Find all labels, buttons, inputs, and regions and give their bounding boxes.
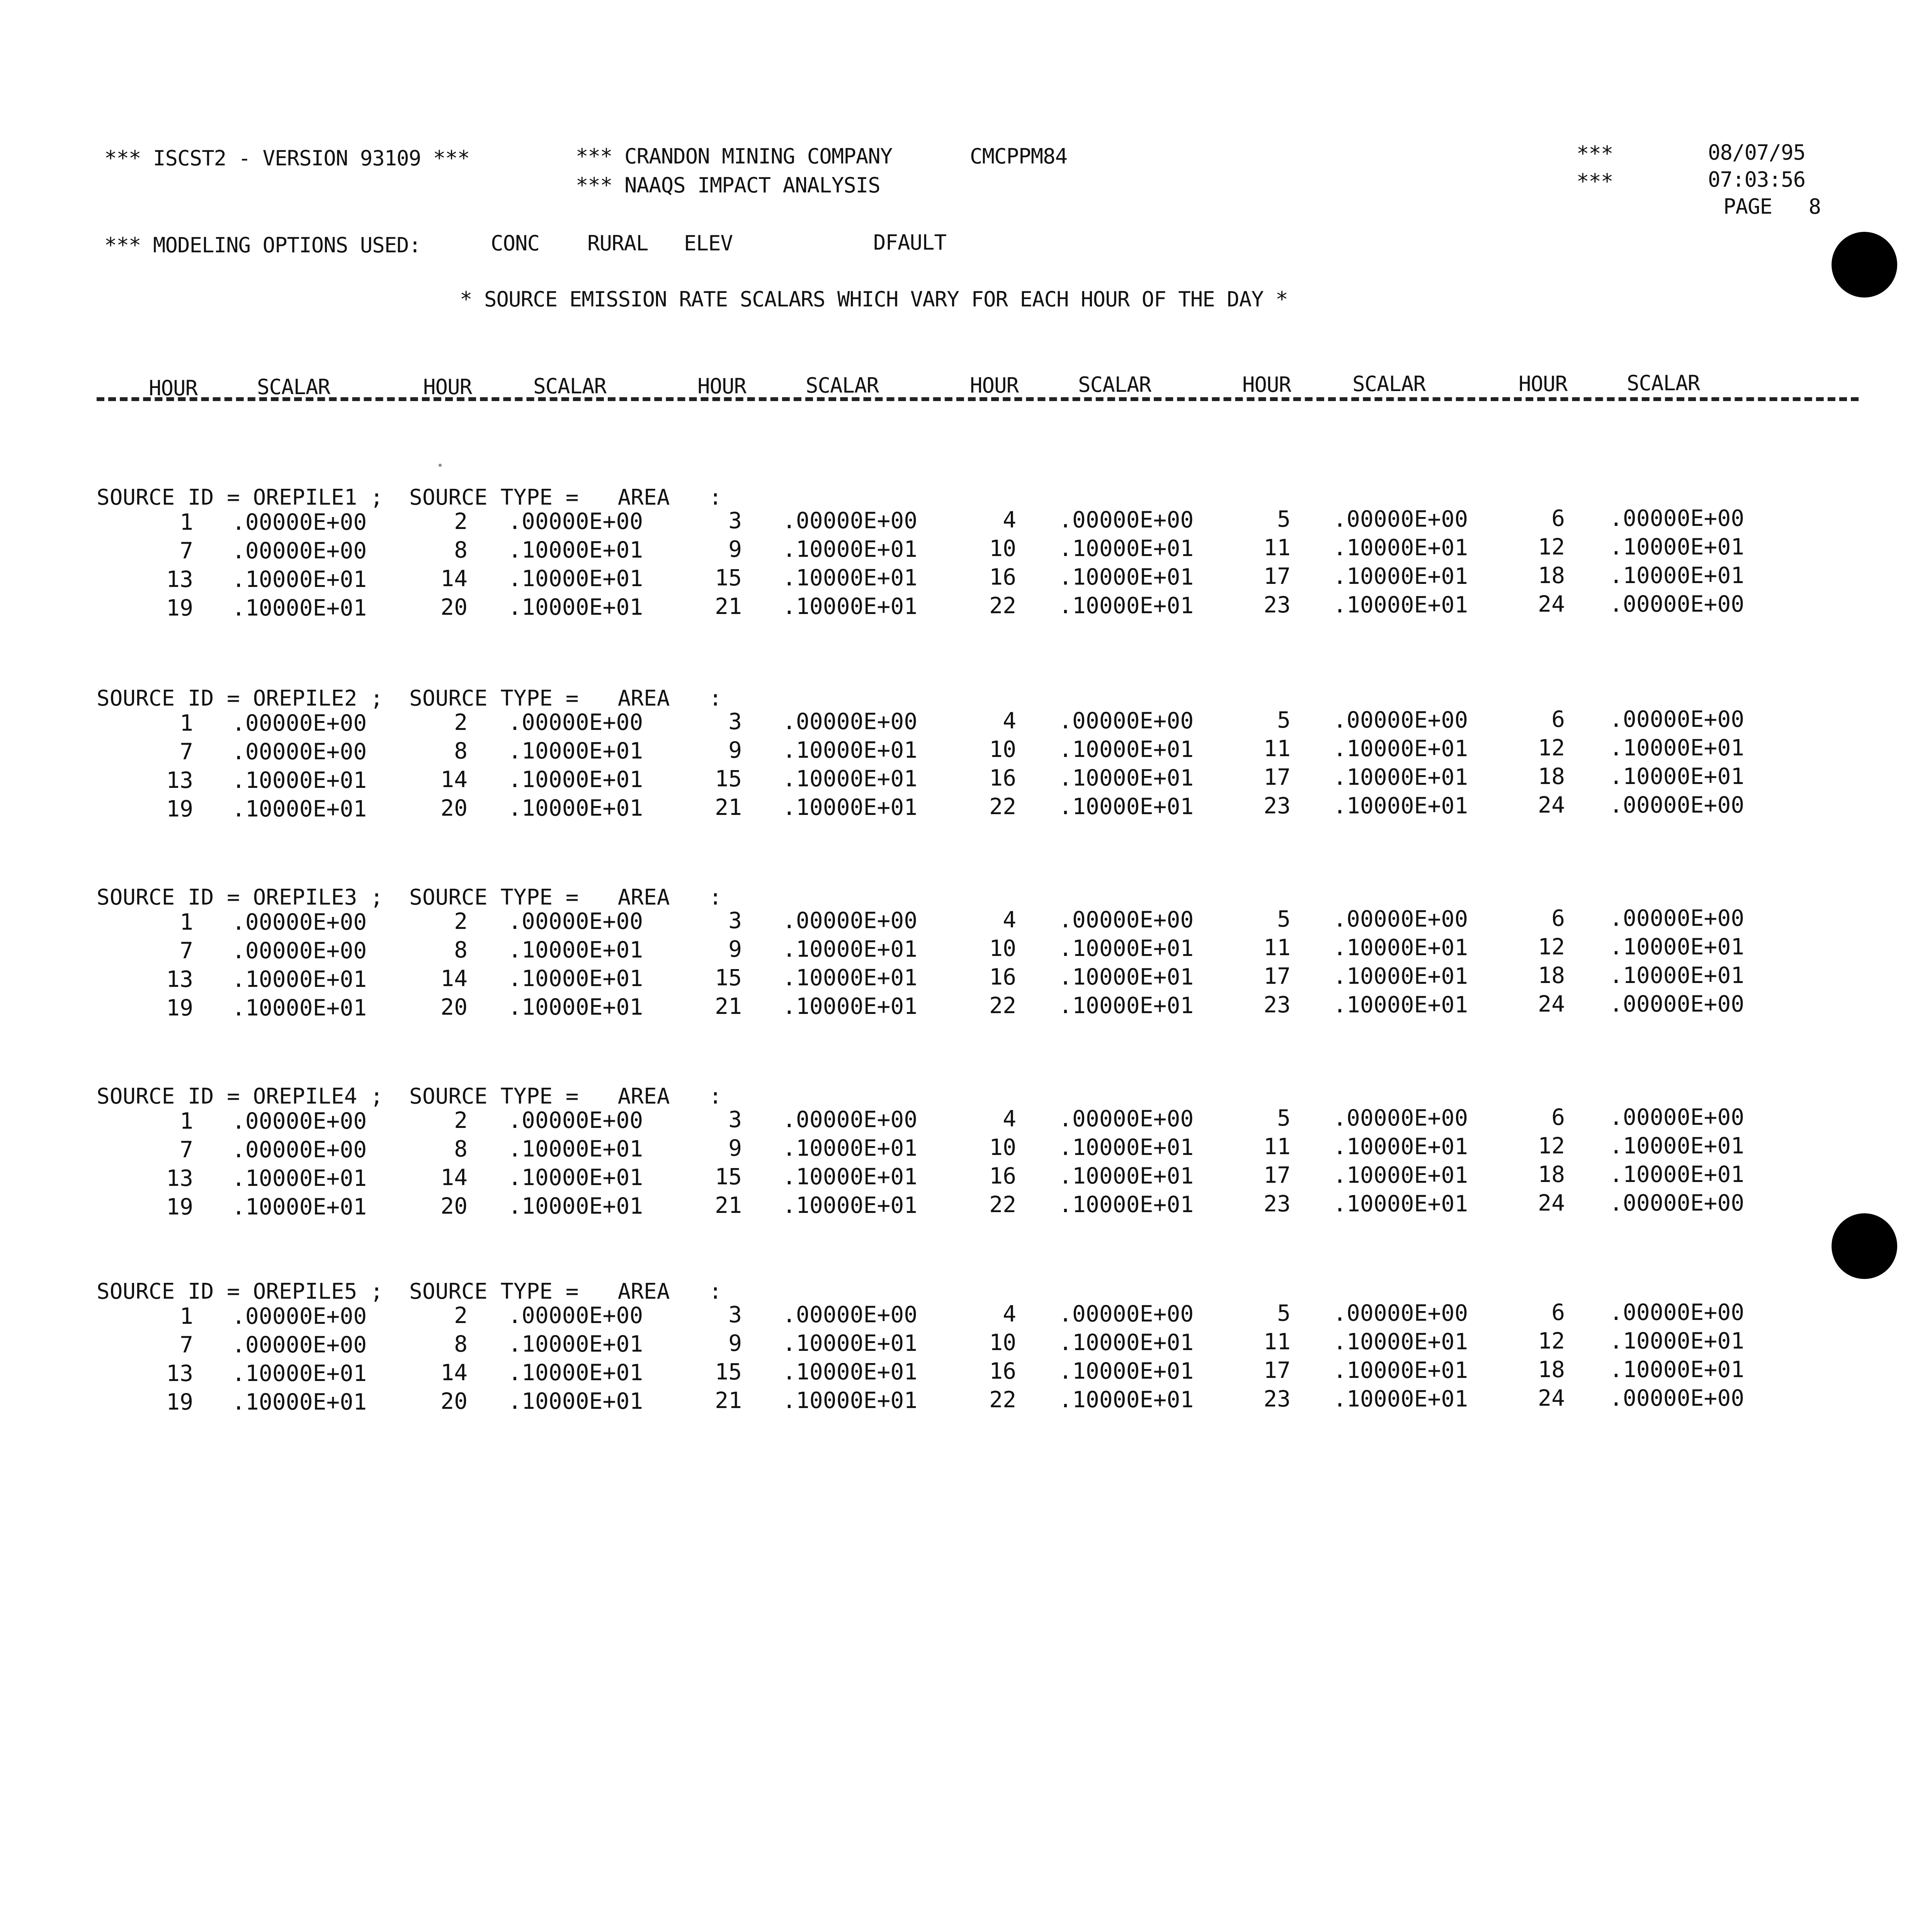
scalar-cell: .10000E+01 (508, 537, 643, 563)
hour-cell: 23 (1264, 1190, 1291, 1217)
scalar-cell: .10000E+01 (508, 795, 643, 821)
hour-cell: 23 (1264, 1386, 1291, 1412)
scalar-cell: .00000E+00 (782, 708, 918, 735)
hour-cell: 7 (180, 738, 193, 765)
scalar-cell: .00000E+00 (1609, 505, 1745, 531)
scalar-cell: .00000E+00 (508, 1302, 643, 1328)
scalar-cell: .10000E+01 (1333, 1328, 1468, 1355)
scalar-cell: .00000E+00 (1333, 906, 1468, 932)
hour-cell: 7 (180, 537, 193, 564)
hour-cell: 15 (715, 765, 742, 792)
hour-cell: 6 (1551, 505, 1565, 531)
hour-cell: 15 (715, 964, 742, 991)
scalar-cell: .00000E+00 (232, 1332, 367, 1358)
hour-cell: 18 (1538, 1161, 1565, 1187)
column-header: HOUR (1242, 372, 1291, 397)
scalar-cell: .10000E+01 (508, 1331, 643, 1357)
scalar-cell: .10000E+01 (232, 566, 367, 592)
hour-cell: 23 (1264, 592, 1291, 618)
hour-cell: 14 (440, 965, 468, 992)
scalar-cell: .10000E+01 (508, 1164, 643, 1190)
header-stars-1: *** (1577, 141, 1613, 166)
hour-cell: 5 (1277, 506, 1291, 532)
hour-cell: 3 (728, 708, 742, 735)
scalar-cell: .00000E+00 (1333, 707, 1468, 733)
scalar-cell: .10000E+01 (1059, 736, 1194, 762)
hour-cell: 1 (180, 710, 193, 736)
scalar-cell: .00000E+00 (232, 937, 367, 964)
scalar-cell: .10000E+01 (1059, 1386, 1194, 1413)
scalar-cell: .00000E+00 (1609, 991, 1745, 1017)
column-header: HOUR (970, 373, 1019, 398)
hour-cell: 19 (166, 595, 193, 621)
scalar-cell: .10000E+01 (508, 1136, 643, 1162)
hour-cell: 15 (715, 1359, 742, 1385)
scalar-cell: .10000E+01 (1609, 1356, 1745, 1383)
source-id-line: SOURCE ID = OREPILE1 ; SOURCE TYPE = AREA : (97, 485, 722, 510)
hour-cell: 6 (1551, 1299, 1565, 1325)
hour-cell: 4 (1003, 906, 1016, 933)
scalar-cell: .10000E+01 (1059, 964, 1194, 990)
hour-cell: 5 (1277, 906, 1291, 932)
scalar-cell: .10000E+01 (1333, 563, 1468, 589)
hour-cell: 23 (1264, 793, 1291, 819)
column-header: SCALAR (1352, 372, 1426, 396)
scalar-cell: .10000E+01 (782, 737, 918, 763)
hour-cell: 10 (989, 736, 1016, 762)
hour-cell: 11 (1264, 1133, 1291, 1160)
scalar-cell: .10000E+01 (1609, 562, 1745, 588)
hour-cell: 22 (989, 992, 1016, 1019)
scalar-cell: .10000E+01 (1059, 765, 1194, 791)
option-rural: RURAL (587, 231, 648, 255)
hour-cell: 18 (1538, 1356, 1565, 1383)
hour-cell: 13 (166, 1360, 193, 1386)
scalar-cell: .00000E+00 (508, 508, 643, 534)
column-header: SCALAR (1627, 371, 1700, 395)
option-conc: CONC (491, 231, 540, 255)
hour-cell: 18 (1538, 962, 1565, 988)
hour-cell: 17 (1264, 764, 1291, 790)
scalar-cell: .10000E+01 (232, 595, 367, 621)
scalar-cell: .10000E+01 (508, 1388, 643, 1414)
hour-cell: 12 (1538, 735, 1565, 761)
scalar-cell: .00000E+00 (782, 1301, 918, 1328)
scalar-cell: .00000E+00 (508, 1107, 643, 1133)
option-elev: ELEV (684, 231, 733, 255)
column-header: HOUR (1519, 372, 1568, 396)
column-header: SCALAR (806, 373, 879, 398)
hour-cell: 9 (728, 1330, 742, 1356)
scalar-cell: .00000E+00 (1609, 591, 1745, 617)
scalar-cell: .10000E+01 (1609, 1328, 1745, 1354)
hour-cell: 24 (1538, 991, 1565, 1017)
hour-cell: 20 (440, 1193, 468, 1219)
scalar-cell: .10000E+01 (1333, 592, 1468, 618)
source-id-line: SOURCE ID = OREPILE3 ; SOURCE TYPE = AREA : (97, 885, 722, 910)
hour-cell: 11 (1264, 735, 1291, 762)
header-stars-2: *** (1577, 169, 1613, 194)
hour-cell: 12 (1538, 1133, 1565, 1159)
hour-cell: 24 (1538, 1385, 1565, 1411)
report-time: 07:03:56 (1708, 167, 1806, 192)
scalar-cell: .10000E+01 (1609, 735, 1745, 761)
page-number: PAGE 8 (1723, 194, 1821, 219)
scalar-cell: .10000E+01 (232, 995, 367, 1021)
scalar-cell: .10000E+01 (1609, 763, 1745, 789)
hour-cell: 10 (989, 1134, 1016, 1160)
hour-cell: 9 (728, 737, 742, 763)
hour-cell: 21 (715, 593, 742, 619)
scalar-cell: .00000E+00 (232, 710, 367, 736)
hour-cell: 9 (728, 936, 742, 962)
hour-cell: 5 (1277, 707, 1291, 733)
source-id-line: SOURCE ID = OREPILE5 ; SOURCE TYPE = AREA : (97, 1279, 722, 1304)
hour-cell: 3 (728, 1106, 742, 1133)
hour-cell: 17 (1264, 1357, 1291, 1383)
scalar-cell: .10000E+01 (508, 1193, 643, 1219)
scalar-cell: .10000E+01 (782, 1330, 918, 1356)
program-version: *** ISCST2 - VERSION 93109 *** (104, 146, 470, 170)
scalar-cell: .10000E+01 (1609, 962, 1745, 988)
scalar-cell: .10000E+01 (232, 966, 367, 992)
hour-cell: 8 (454, 738, 468, 764)
scalar-cell: .10000E+01 (508, 1359, 643, 1386)
scalar-cell: .00000E+00 (782, 1106, 918, 1133)
scalar-cell: .10000E+01 (1609, 1133, 1745, 1159)
hour-cell: 13 (166, 566, 193, 592)
scalar-cell: .00000E+00 (1333, 1300, 1468, 1326)
scalar-cell: .00000E+00 (232, 909, 367, 935)
scalar-cell: .10000E+01 (1059, 1329, 1194, 1355)
hour-cell: 5 (1277, 1300, 1291, 1326)
scalar-cell: .10000E+01 (1059, 592, 1194, 619)
hour-cell: 20 (440, 795, 468, 821)
scalar-cell: .10000E+01 (1333, 1133, 1468, 1160)
hour-cell: 24 (1538, 792, 1565, 818)
hour-cell: 22 (989, 592, 1016, 619)
hour-cell: 15 (715, 1163, 742, 1190)
company-name: *** CRANDON MINING COMPANY (576, 144, 893, 168)
hour-cell: 16 (989, 1358, 1016, 1384)
scalar-cell: .10000E+01 (782, 565, 918, 591)
scalar-cell: .10000E+01 (508, 738, 643, 764)
column-header: HOUR (149, 376, 198, 400)
scalar-cell: .10000E+01 (508, 766, 643, 793)
scalar-cell: .00000E+00 (782, 907, 918, 934)
scalar-cell: .10000E+01 (782, 536, 918, 562)
hour-cell: 19 (166, 1194, 193, 1220)
hour-cell: 4 (1003, 707, 1016, 734)
hour-cell: 3 (728, 507, 742, 534)
option-dfault: DFAULT (873, 230, 947, 255)
scalar-cell: .10000E+01 (232, 1194, 367, 1220)
scalar-cell: .10000E+01 (1059, 1163, 1194, 1189)
scalar-cell: .00000E+00 (1333, 506, 1468, 532)
hour-cell: 19 (166, 995, 193, 1021)
scalar-cell: .10000E+01 (232, 1360, 367, 1386)
hour-cell: 10 (989, 535, 1016, 561)
hour-cell: 11 (1264, 934, 1291, 961)
hour-cell: 13 (166, 767, 193, 793)
scalar-cell: .10000E+01 (1059, 1358, 1194, 1384)
hour-cell: 8 (454, 1136, 468, 1162)
scalar-cell: .00000E+00 (1609, 1299, 1745, 1325)
hour-cell: 1 (180, 1108, 193, 1134)
scalar-cell: .10000E+01 (232, 767, 367, 793)
scalar-cell: .10000E+01 (782, 1163, 918, 1190)
scalar-cell: .00000E+00 (782, 507, 918, 534)
hour-cell: 22 (989, 1386, 1016, 1413)
column-header: SCALAR (1078, 372, 1151, 397)
hour-cell: 24 (1538, 591, 1565, 617)
source-id-line: SOURCE ID = OREPILE4 ; SOURCE TYPE = AREA : (97, 1084, 722, 1109)
hour-cell: 7 (180, 1332, 193, 1358)
column-header: SCALAR (533, 374, 607, 398)
scalar-cell: .00000E+00 (232, 1303, 367, 1329)
scalar-cell: .00000E+00 (1609, 706, 1745, 732)
hour-cell: 21 (715, 794, 742, 820)
hour-cell: 20 (440, 1388, 468, 1414)
hour-cell: 12 (1538, 1328, 1565, 1354)
scalar-cell: .10000E+01 (1059, 992, 1194, 1019)
punch-hole (1832, 1213, 1897, 1279)
hour-cell: 14 (440, 766, 468, 793)
scalar-cell: .10000E+01 (1609, 934, 1745, 960)
hour-cell: 2 (454, 908, 468, 934)
report-date: 08/07/95 (1708, 140, 1806, 165)
hour-cell: 4 (1003, 507, 1016, 533)
scalar-cell: .10000E+01 (782, 936, 918, 962)
hour-cell: 9 (728, 1135, 742, 1161)
hour-cell: 11 (1264, 1328, 1291, 1355)
scalar-cell: .10000E+01 (782, 1359, 918, 1385)
hour-cell: 13 (166, 1165, 193, 1191)
hour-cell: 11 (1264, 534, 1291, 561)
hour-cell: 4 (1003, 1301, 1016, 1327)
hour-cell: 2 (454, 508, 468, 534)
hour-cell: 7 (180, 937, 193, 964)
scalar-cell: .00000E+00 (508, 709, 643, 735)
scalar-cell: .00000E+00 (1609, 905, 1745, 931)
hour-cell: 19 (166, 796, 193, 822)
hour-cell: 8 (454, 537, 468, 563)
hour-cell: 10 (989, 1329, 1016, 1355)
hour-cell: 21 (715, 1192, 742, 1218)
scalar-cell: .10000E+01 (232, 796, 367, 822)
scalar-cell: .10000E+01 (1059, 935, 1194, 961)
hour-cell: 7 (180, 1136, 193, 1163)
hour-cell: 2 (454, 1107, 468, 1133)
hour-cell: 8 (454, 1331, 468, 1357)
hour-cell: 22 (989, 793, 1016, 820)
scalar-cell: .00000E+00 (1059, 906, 1194, 933)
scalar-cell: .00000E+00 (1609, 1385, 1745, 1411)
scalar-cell: .10000E+01 (1059, 535, 1194, 561)
scalar-cell: .10000E+01 (782, 993, 918, 1019)
hour-cell: 9 (728, 536, 742, 562)
scalar-cell: .00000E+00 (232, 509, 367, 535)
scalar-cell: .00000E+00 (232, 1108, 367, 1134)
hour-cell: 8 (454, 937, 468, 963)
source-id-line: SOURCE ID = OREPILE2 ; SOURCE TYPE = AREA : (97, 686, 722, 711)
scalar-cell: .10000E+01 (1333, 735, 1468, 762)
scalar-cell: .10000E+01 (1059, 793, 1194, 820)
hour-cell: 16 (989, 1163, 1016, 1189)
scalar-cell: .00000E+00 (1609, 1104, 1745, 1130)
scan-speck (439, 464, 442, 467)
scalar-cell: .00000E+00 (1059, 507, 1194, 533)
hour-cell: 12 (1538, 934, 1565, 960)
scalar-cell: .10000E+01 (232, 1389, 367, 1415)
scalar-cell: .00000E+00 (232, 738, 367, 765)
hour-cell: 19 (166, 1389, 193, 1415)
scalar-cell: .10000E+01 (1333, 1190, 1468, 1217)
scalar-cell: .10000E+01 (1333, 963, 1468, 989)
scalar-cell: .10000E+01 (1333, 934, 1468, 961)
scalar-cell: .10000E+01 (782, 964, 918, 991)
scalar-cell: .10000E+01 (1333, 992, 1468, 1018)
hour-cell: 6 (1551, 706, 1565, 732)
hour-cell: 18 (1538, 562, 1565, 588)
scalar-cell: .10000E+01 (1609, 1161, 1745, 1187)
scalar-cell: .00000E+00 (232, 1136, 367, 1163)
hour-cell: 15 (715, 565, 742, 591)
hour-cell: 17 (1264, 1162, 1291, 1188)
hour-cell: 14 (440, 565, 468, 592)
scalar-cell: .10000E+01 (782, 794, 918, 820)
hour-cell: 21 (715, 1387, 742, 1413)
hour-cell: 1 (180, 509, 193, 535)
column-header: HOUR (423, 375, 472, 399)
hour-cell: 1 (180, 909, 193, 935)
scalar-cell: .10000E+01 (782, 1387, 918, 1413)
hour-cell: 20 (440, 994, 468, 1020)
hour-cell: 13 (166, 966, 193, 992)
column-header: HOUR (697, 374, 747, 398)
analysis-title: *** NAAQS IMPACT ANALYSIS (576, 173, 880, 197)
column-header: SCALAR (257, 375, 330, 399)
hour-cell: 1 (180, 1303, 193, 1329)
scalar-cell: .10000E+01 (782, 593, 918, 619)
scalar-cell: .10000E+01 (508, 965, 643, 992)
scalar-cell: .10000E+01 (1333, 1357, 1468, 1383)
hour-cell: 16 (989, 964, 1016, 990)
scalar-cell: .00000E+00 (1059, 707, 1194, 734)
scalar-cell: .00000E+00 (1059, 1301, 1194, 1327)
hour-cell: 23 (1264, 992, 1291, 1018)
hour-cell: 17 (1264, 563, 1291, 589)
scalar-cell: .10000E+01 (508, 565, 643, 592)
scalar-cell: .00000E+00 (232, 537, 367, 564)
hour-cell: 10 (989, 935, 1016, 961)
punch-hole (1832, 232, 1897, 298)
hour-cell: 21 (715, 993, 742, 1019)
hour-cell: 6 (1551, 905, 1565, 931)
scalar-cell: .10000E+01 (1333, 793, 1468, 819)
scalar-cell: .10000E+01 (1333, 534, 1468, 561)
hour-cell: 2 (454, 1302, 468, 1328)
scalar-cell: .10000E+01 (232, 1165, 367, 1191)
hour-cell: 16 (989, 564, 1016, 590)
hour-cell: 6 (1551, 1104, 1565, 1130)
hour-cell: 18 (1538, 763, 1565, 789)
scalar-cell: .00000E+00 (1333, 1105, 1468, 1131)
scalar-cell: .10000E+01 (1059, 1191, 1194, 1218)
run-id: CMCPPM84 (970, 144, 1068, 168)
hour-cell: 12 (1538, 534, 1565, 560)
hour-cell: 20 (440, 594, 468, 620)
scalar-cell: .10000E+01 (782, 765, 918, 792)
hour-cell: 5 (1277, 1105, 1291, 1131)
scalar-cell: .00000E+00 (508, 908, 643, 934)
hour-cell: 17 (1264, 963, 1291, 989)
section-title: * SOURCE EMISSION RATE SCALARS WHICH VARY FOR EACH HOUR OF THE DAY * (460, 287, 1288, 311)
scalar-cell: .00000E+00 (1609, 1190, 1745, 1216)
hour-cell: 2 (454, 709, 468, 735)
hour-cell: 3 (728, 907, 742, 934)
scalar-cell: .10000E+01 (1333, 1162, 1468, 1188)
scalar-cell: .00000E+00 (1609, 792, 1745, 818)
scalar-cell: .10000E+01 (508, 594, 643, 620)
scalar-cell: .10000E+01 (1333, 764, 1468, 790)
header-divider (97, 397, 1859, 401)
scalar-cell: .10000E+01 (1333, 1386, 1468, 1412)
hour-cell: 24 (1538, 1190, 1565, 1216)
hour-cell: 3 (728, 1301, 742, 1328)
hour-cell: 14 (440, 1359, 468, 1386)
scalar-cell: .10000E+01 (508, 994, 643, 1020)
scalar-cell: .10000E+01 (782, 1135, 918, 1161)
hour-cell: 22 (989, 1191, 1016, 1218)
scalar-cell: .10000E+01 (508, 937, 643, 963)
scalar-cell: .00000E+00 (1059, 1105, 1194, 1132)
scalar-cell: .10000E+01 (1059, 1134, 1194, 1160)
hour-cell: 16 (989, 765, 1016, 791)
hour-cell: 14 (440, 1164, 468, 1190)
scalar-cell: .10000E+01 (782, 1192, 918, 1218)
modeling-options-label: *** MODELING OPTIONS USED: (104, 233, 421, 257)
scalar-cell: .10000E+01 (1609, 534, 1745, 560)
hour-cell: 4 (1003, 1105, 1016, 1132)
scalar-cell: .10000E+01 (1059, 564, 1194, 590)
